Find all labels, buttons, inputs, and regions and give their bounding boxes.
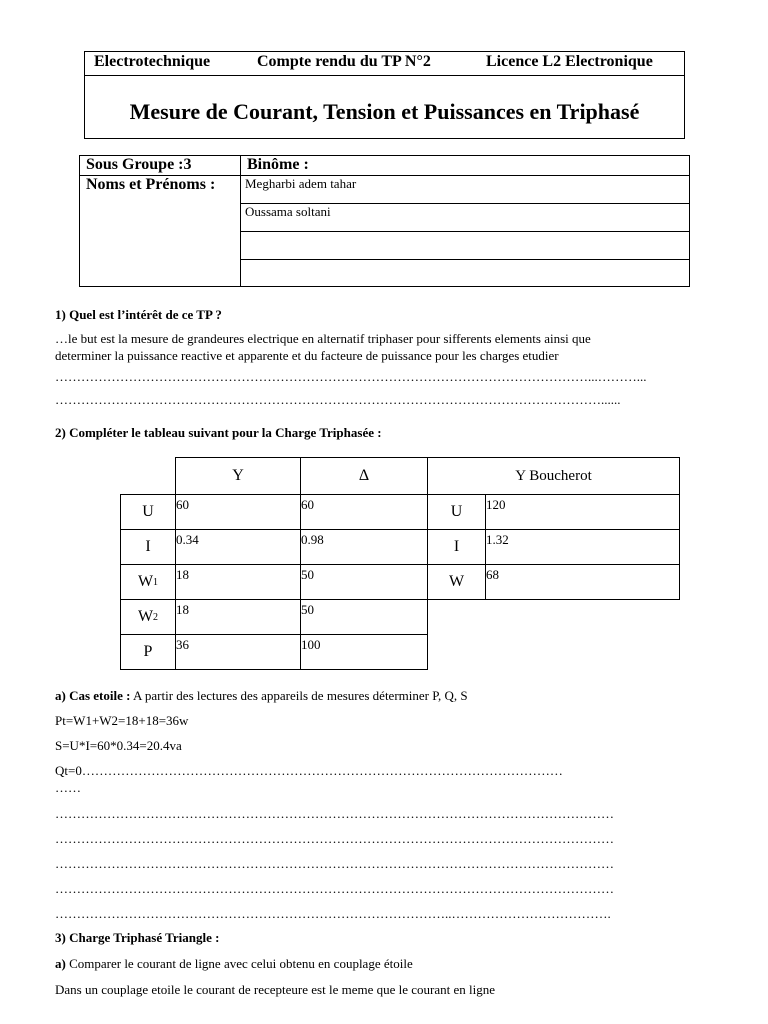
cell-delta-w2[interactable]: 50: [300, 599, 428, 635]
name-field-4[interactable]: [241, 260, 690, 287]
col-header-y: Y: [175, 457, 301, 495]
subject-label: Electrotechnique: [94, 53, 211, 70]
cell-delta-w1[interactable]: 50: [300, 564, 428, 600]
answer-3a: Dans un couplage etoile le courant de recepteure est le meme que le courant en ligne: [55, 982, 496, 997]
row-label-w1: W 1: [120, 564, 176, 600]
cell-y-w1[interactable]: 18: [175, 564, 301, 600]
binome-label: Binôme :: [241, 156, 690, 176]
answer-a-dots-2: …………………………………………………………………………………………………………………: [55, 831, 614, 846]
names-label: Noms et Prénoms :: [80, 176, 241, 287]
cell-y-w2[interactable]: 18: [175, 599, 301, 635]
boucherot-label-u: U: [427, 494, 486, 530]
page-title: Mesure de Courant, Tension et Puissances en Triphasé: [129, 99, 640, 124]
question-2: 2) Compléter le tableau suivant pour la Charge Triphasée :: [55, 425, 382, 440]
row-label-p: P: [120, 634, 176, 670]
header-divider: [85, 75, 684, 76]
boucherot-label-w: W: [427, 564, 486, 600]
answer-a-line-1: Pt=W1+W2=18+18=36w: [55, 713, 189, 728]
answer-a-dots-5: ………………………………………………………………………………..……………………………….: [55, 906, 611, 921]
level-label: Licence L2 Electronique: [486, 53, 653, 70]
boucherot-cell-i[interactable]: 1.32: [485, 529, 680, 565]
group-table: [79, 155, 690, 287]
col-header-boucherot: Y Boucherot: [427, 457, 680, 495]
header-box: [84, 51, 685, 139]
answer-a-line-2: S=U*I=60*0.34=20.4va: [55, 738, 182, 753]
question-3: 3) Charge Triphasé Triangle :: [55, 930, 220, 945]
cell-y-u[interactable]: 60: [175, 494, 301, 530]
answer-a-dots-3: …………………………………………………………………………………………………………………: [55, 856, 614, 871]
question-3a: a) Comparer le courant de ligne avec celui obtenu en couplage étoile: [55, 956, 413, 971]
boucherot-label-i: I: [427, 529, 486, 565]
answer-a-line-3: Qt=0…………………………………………………………………………………………………: [55, 763, 563, 778]
name-field-1[interactable]: Megharbi adem tahar: [241, 176, 690, 204]
answer-1-line-1: …le but est la mesure de grandeures electrique en alternatif triphaser pour sifferents elements ainsi que: [55, 331, 591, 346]
boucherot-cell-u[interactable]: 120: [485, 494, 680, 530]
answer-a-dots-4: …………………………………………………………………………………………………………………: [55, 881, 614, 896]
cell-y-i[interactable]: 0.34: [175, 529, 301, 565]
report-label: Compte rendu du TP N°2: [257, 53, 431, 70]
name-field-3[interactable]: [241, 232, 690, 260]
row-label-i: I: [120, 529, 176, 565]
question-1: 1) Quel est l’intérêt de ce TP ?: [55, 307, 222, 322]
row-label-w2: W 2: [120, 599, 176, 635]
cell-delta-u[interactable]: 60: [300, 494, 428, 530]
col-header-delta: Δ: [300, 457, 428, 495]
answer-1-line-2: determiner la puissance reactive et apparente et du facteure de puissance pour les charges etudier: [55, 348, 559, 363]
answer-1-dots-1: ……………………………………………………………………………………………………………...………...: [55, 369, 647, 384]
name-field-2[interactable]: Oussama soltani: [241, 204, 690, 232]
cell-y-p[interactable]: 36: [175, 634, 301, 670]
boucherot-cell-w[interactable]: 68: [485, 564, 680, 600]
cell-delta-i[interactable]: 0.98: [300, 529, 428, 565]
question-a: a) Cas etoile : A partir des lectures des appareils de mesures déterminer P, Q, S: [55, 688, 468, 703]
subgroup-label: Sous Groupe :3: [80, 156, 241, 176]
answer-1-dots-2: ………………………………………………………………………………………………………………......: [55, 392, 621, 407]
cell-delta-p[interactable]: 100: [300, 634, 428, 670]
row-label-u: U: [120, 494, 176, 530]
answer-a-dots-1: …………………………………………………………………………………………………………………: [55, 806, 614, 821]
answer-a-line-3b: ……: [55, 780, 81, 795]
